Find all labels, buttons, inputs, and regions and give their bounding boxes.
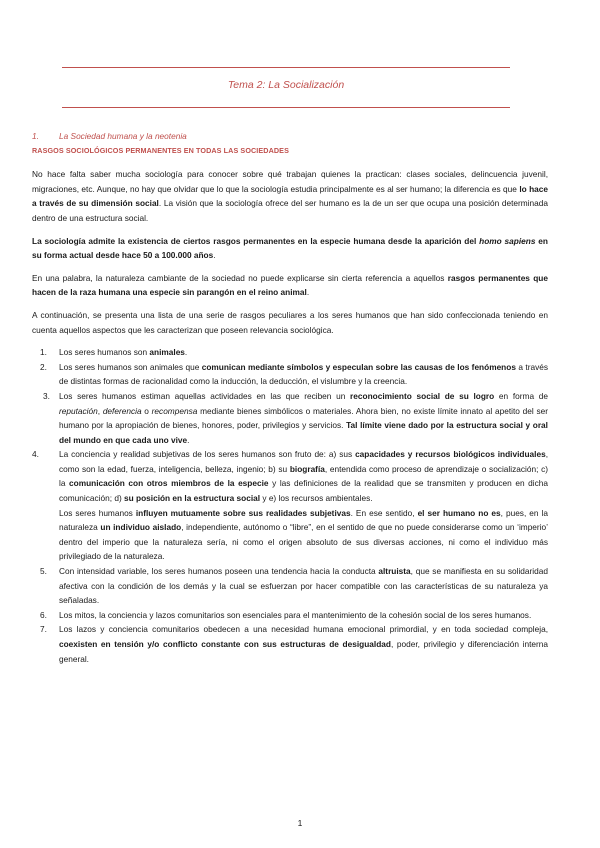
list-item: 7. Los lazos y conciencia comunitarios obedecen a una necesidad humana emocional primordial, y en toda sociedad compleja, coexisten en tensión y/o conflicto constante con sus estructuras de desigualdad, poder, privilegio y diferenciación interna general. — [40, 624, 548, 664]
list-item: 2. Los seres humanos son animales que comunican mediante símbolos y especulan sobre las causas de los fenómenos a través de distintas formas de racionalidad como la inducción, la deducción, el vislumbre y la creencia. — [40, 361, 548, 387]
paragraph-4: A continuación, se presenta una lista de una serie de rasgos peculiares a los seres humanos que han sido confeccionada teniendo en cuenta aquellos aspectos que les caracterizan que poseen relevancia sociológica. — [32, 309, 548, 335]
page-number: 1 — [297, 818, 303, 828]
document-body — [32, 129, 548, 666]
header-rule-top — [62, 67, 510, 68]
section-heading — [32, 129, 548, 144]
paragraph-3: En una palabra, la naturaleza cambiante de la sociedad no puede explicarse sin cierta referencia a aquellos rasgos permanentes que hacen de la raza humana una especie sin parangón en el reino animal. — [32, 272, 548, 298]
list-item: 4. La conciencia y realidad subjetivas de los seres humanos son fruto de: a) sus capacidades y recursos biológicos individuales, como son la edad, fuerza, inteligencia, belleza, ingenio; b) su biografía, entendida como proceso de aprendizaje o socialización; c) la comunicación con otros miembros de la especie y las definiciones de la realidad que se transmiten y producen en dicha comunicación; d) su posición en la estructura social y e) los recursos ambientales. Los seres humanos influyen mutuamente sobre sus realidades subjetivas. En ese sentido, el ser humano no es, pues, en la naturaleza un individuo aislado, independiente, autónomo o “libre”, en el sentido de que no puede considerarse como un ‘imperio’ dentro del imperio que la naturaleza sería, ni como el origen absoluto de sus diversas acciones, ni como el individuo más privilegiado de la naturaleza. — [32, 449, 548, 562]
paragraph-2: La sociología admite la existencia de ciertos rasgos permanentes en la especie humana desde la aparición del homo sapiens en su forma actual desde hace 50 a 100.000 años. — [32, 235, 548, 261]
list-item: 6. Los mitos, la conciencia y lazos comunitarios son esenciales para el mantenimiento de la cohesión social de los seres humanos. — [40, 609, 532, 620]
list-item: 5. Con intensidad variable, los seres humanos poseen una tendencia hacia la conducta altruista, que se manifiesta en su solidaridad afectiva con la condición de los demás y la cual se esfuerzan por hacer compatible con las características de su naturaleza ya señaladas. — [40, 566, 548, 606]
header-rule-bottom — [62, 107, 510, 108]
list-item: 3. Los seres humanos estiman aquellas actividades en las que reciben un reconocimiento social de su logro en forma de reputación, deferencia o recompensa mediante bienes simbólicos o materiales. Ahora bien, no existe límite innato al apetito del ser humano por la apropiación de bienes, honores, poder, privilegios y servicios. Tal límite viene dado por la estructura social y oral del mundo en que cada uno vive. — [43, 390, 548, 445]
section-number: 1. — [32, 131, 39, 141]
list-item: 1. Los seres humanos son animales. — [40, 347, 188, 358]
paragraph-1: No hace falta saber mucha sociología para conocer sobre qué trabajan quienes la practican: clases sociales, delincuencia juvenil, migraciones, etc. Aunque, no hay que olvidar que lo que la sociología estudia principalmente es al ser humano; la diferencia es que lo hace a través de su dimensión social. La visión que la sociología ofrece del ser humano es la de un ser que ocupa una posición determinada dentro de una estructura social. — [32, 169, 549, 223]
traits-list — [32, 345, 548, 666]
section-title: La Sociedad humana y la neotenia — [59, 131, 187, 141]
section-subtitle: RASGOS SOCIOLÓGICOS PERMANENTES EN TODAS LAS SOCIEDADES — [32, 145, 289, 155]
page-title: Tema 2: La Socialización — [227, 79, 345, 91]
